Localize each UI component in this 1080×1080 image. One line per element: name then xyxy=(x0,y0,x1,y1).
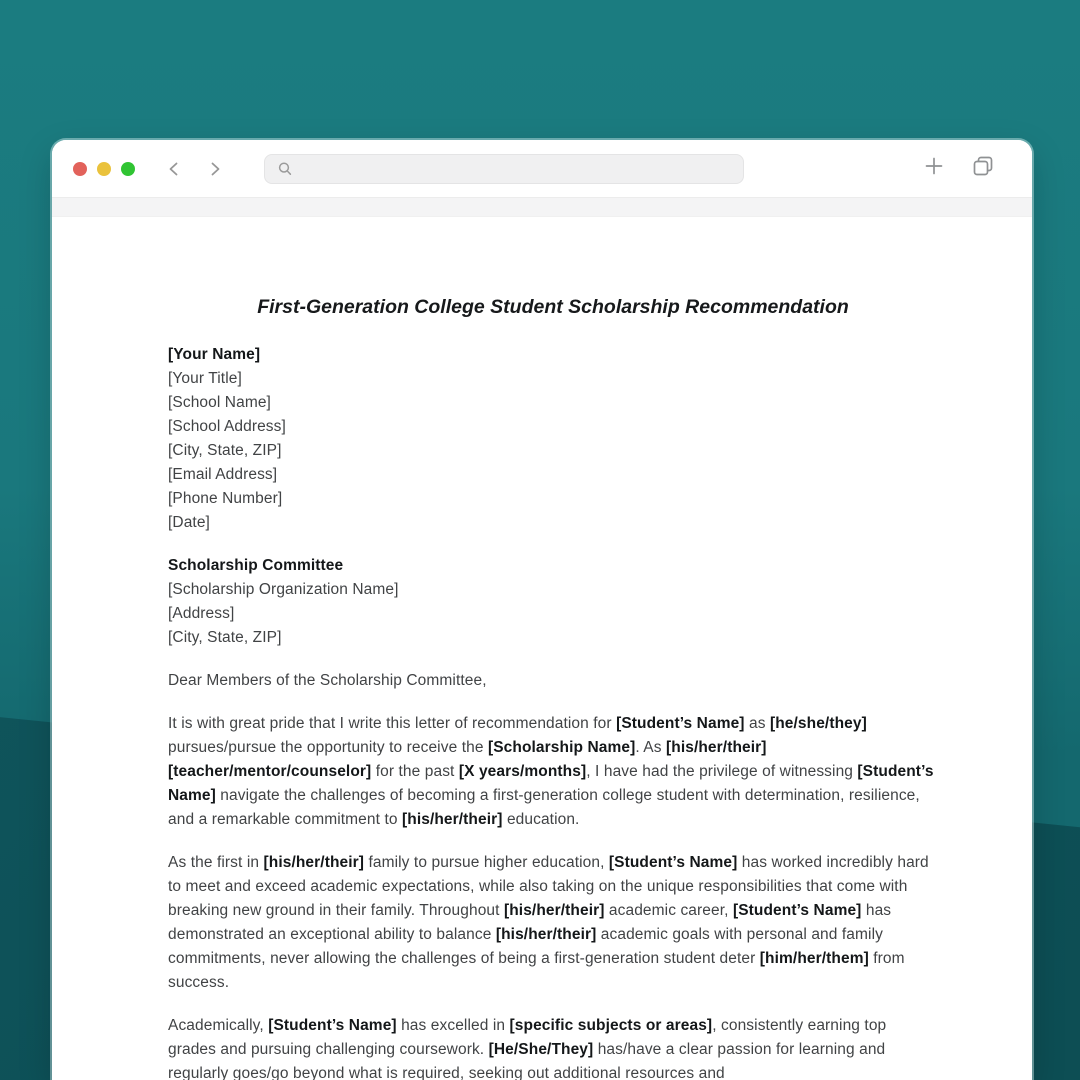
letter-paragraph: Academically, [Student’s Name] has excelled in [specific subjects or areas], consistently earning top grades and pursuing challenging coursework. [He/She/They] has/have a clear passion for learning and regularly goes/go beyond what is required, seeking out additional resources and xyxy=(168,1017,887,1080)
toolbar-right xyxy=(924,155,994,182)
sender-line: [Your Name] xyxy=(168,346,261,363)
salutation: Dear Members of the Scholarship Committee, xyxy=(168,672,487,689)
chevron-right-icon xyxy=(206,160,224,178)
letter-paragraph: As the first in [his/her/their] family to pursue higher education, [Student’s Name] has worked incredibly hard to meet and exceed academic expectations, while also taking on the unique responsibilities that come with breaking new ground in their family. Throughout [his/her/their] academic career, [Student’s Name] has demonstrated an exceptional ability to balance [his/her/their] academic goals with personal and family commitments, never allowing the challenges of being a first-generation student deter [him/her/them] from success. xyxy=(168,854,929,991)
tab-overview-button[interactable] xyxy=(972,155,994,182)
nav-buttons xyxy=(165,160,224,178)
close-button[interactable] xyxy=(73,162,87,176)
sender-line: [Email Address] xyxy=(168,466,278,483)
recipient-block xyxy=(168,554,938,650)
search-icon xyxy=(277,161,293,177)
sender-line: [Your Title] xyxy=(168,370,242,387)
recipient-line: [City, State, ZIP] xyxy=(168,629,282,646)
address-bar[interactable] xyxy=(264,154,744,184)
forward-button[interactable] xyxy=(206,160,224,178)
browser-toolbar xyxy=(52,140,1032,198)
sender-block xyxy=(168,343,938,535)
sender-line: [Phone Number] xyxy=(168,490,283,507)
back-button[interactable] xyxy=(165,160,183,178)
browser-window xyxy=(52,140,1032,1080)
recipient-line: [Scholarship Organization Name] xyxy=(168,581,399,598)
chevron-left-icon xyxy=(165,160,183,178)
window-controls xyxy=(73,162,135,176)
sender-line: [City, State, ZIP] xyxy=(168,442,282,459)
recipient-line: Scholarship Committee xyxy=(168,557,344,574)
sender-line: [Date] xyxy=(168,514,210,531)
sender-line: [School Address] xyxy=(168,418,286,435)
sender-line: [School Name] xyxy=(168,394,271,411)
page-top-strip xyxy=(52,198,1032,217)
letter-document xyxy=(52,217,1032,1080)
tabs-icon xyxy=(972,155,994,177)
recipient-line: [Address] xyxy=(168,605,235,622)
plus-icon xyxy=(924,156,944,176)
minimize-button[interactable] xyxy=(97,162,111,176)
new-tab-button[interactable] xyxy=(924,156,944,181)
letter-paragraph: It is with great pride that I write this letter of recommendation for [Student’s Name] as [he/she/they] pursues/pursue the opportunity to receive the [Scholarship Name]. As [his/her/their] [teacher/mentor/counselor] for the past [X years/months], I have had the privilege of witnessing [Student’s Name] navigate the challenges of becoming a first-generation college student with determination, resilience, and a remarkable commitment to [his/her/their] education. xyxy=(168,715,934,828)
letter-title: First-Generation College Student Scholarship Recommendation xyxy=(257,296,849,318)
zoom-button[interactable] xyxy=(121,162,135,176)
